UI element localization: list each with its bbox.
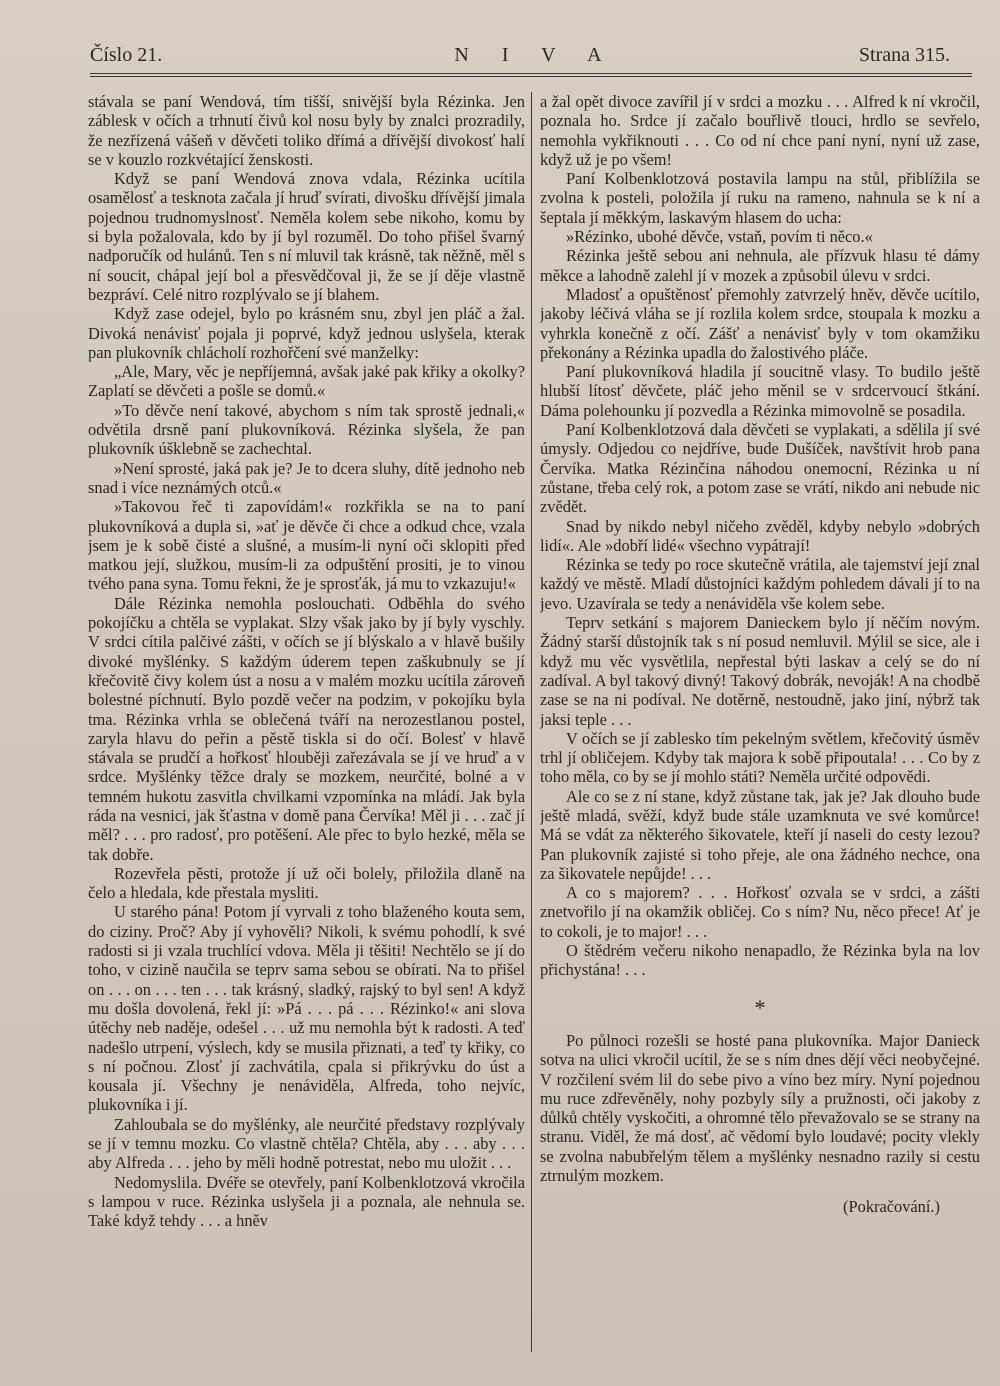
page-number: Strana 315. bbox=[858, 44, 950, 66]
paragraph: O štědrém večeru nikoho nenapadlo, že Rézinka byla na lov přichystána! . . . bbox=[540, 941, 980, 980]
paragraph: »To děvče není takové, abychom s ním tak sprostě jednali,« odvětila drsně paní plukovníková. Rézinka slyšela, že pan plukovník úšklebně se zachechtal. bbox=[88, 400, 525, 459]
paragraph: V očích se jí zablesko tím pekelným světlem, křečovitý úsměv trhl jí obličejem. Kdyby tak majora k sobě připoutala! . . . Co by z toho měla, co by se jí mohlo státi? Neměla určité odpovědi. bbox=[540, 728, 980, 787]
paragraph: Když se paní Wendová znova vdala, Rézinka ucítila osamělosť a tesknota začala jí hruď svírati, divošku dřívější jimala pojednou trudnomyslnosť. Neměla kolem sebe nikoho, komu by si byla požalovala, kdo by jí byl rozuměl. Do toho přišel švarný nadporučík od hulánů. Ten s ní mluvil tak krásně, tak něžně, měl s ní soucit, chápal její bol a přesvědčoval ji, že se jí děje vlastně bezpráví. Celé nitro rozplývalo se jí blahem. bbox=[88, 169, 525, 304]
paragraph: Snad by nikdo nebyl ničeho zvěděl, kdyby nebylo »dobrých lidí«. Ale »dobří lidé« všechno vypátrají! bbox=[540, 516, 980, 555]
paragraph: A co s majorem? . . . Hořkosť ozvala se v srdci, a zášti znetvořilo jí na okamžik obličej. Co s ním? Nu, něco přece! Ať je to cokoli, je to major! . . . bbox=[540, 883, 980, 941]
paragraph: a žal opět divoce zavířil jí v srdci a mozku . . . Alfred k ní vkročil, poznala ho. Srdce jí začalo bouřlivě tlouci, hrdlo se sevřelo, nemohla vykřiknouti . . . Co od ní chce paní nyní, nyní už zase, když už je po všem! bbox=[540, 92, 980, 169]
paragraph: U starého pána! Potom jí vyrvali z toho blaženého kouta sem, do ciziny. Proč? Aby jí vyhověli? Nikoli, k svému pohodlí, k své radosti si ji vzala truchlící vdova. Měla ji těšiti! Nechtělo se jí do toho, v cizině naučila se teprv sama sebou se obírati. Na to přišel on . . . on . . . ten . . . tak krásný, sladký, rajský to byl sen! A když mu došla dovolená, řekl jí: »Pá . . . pá . . . Rézinko!« ani slova útěchy neb naděje, odešel . . . už mu nemohla být k radosti. A teď nadešlo utrpení, výslech, kdy se musila přiznati, a teď ty křiky, co s ní počnou. Zlosť jí zachvátila, cpala si přikrývku do úst a kousala jí. Všechny je nenáviděla, Alfreda, toho nejvíc, plukovníka i jí. bbox=[88, 902, 525, 1115]
paragraph: Paní Kolbenklotzová dala děvčeti se vyplakati, a sdělila jí své úmysly. Odjedou co nejdříve, bude Dušíček, navštívit hrob pana Červíka. Matka Rézinčina náhodou onemocní, Rézinka u ní zůstane, třeba celý rok, a potom zase se vrátí, nikdo ani nebude nic zvědět. bbox=[540, 420, 980, 517]
paragraph: Když zase odejel, bylo po krásném snu, zbyl jen pláč a žal. Divoká nenávisť pojala ji poprvé, když jednou uslyšela, kterak pan plukovník chlácholí rozhořčení své manželky: bbox=[88, 304, 525, 362]
paragraph: »Rézinko, ubohé děvče, vstaň, povím ti něco.« bbox=[566, 227, 873, 247]
header-rule-thin bbox=[90, 76, 972, 77]
paragraph: »Není sprosté, jaká pak je? Je to dcera sluhy, dítě jednoho neb snad i více neznámých otců.« bbox=[88, 458, 525, 497]
journal-title: N I V A bbox=[454, 44, 616, 66]
section-separator: * bbox=[754, 994, 766, 1020]
paragraph: „Ale, Mary, věc je nepříjemná, avšak jaké pak křiky a okolky? Zaplatí se děvčeti a pošle se domů.« bbox=[88, 362, 525, 401]
paragraph: stávala se paní Wendová, tím tišší, snivější byla Rézinka. Jen záblesk v očích a trhnutí čivů kol nosu byly by znalci prozradily, že nezřízená vášeň v děvčeti toliko dřímá a dřívější divokosť halí se v kouzlo rozkvétající ženskosti. bbox=[88, 92, 525, 169]
paragraph: Rézinka ještě sebou ani nehnula, ale přízvuk hlasu té dámy měkce a lahodně zalehl jí v mozek a způsobil úlevu v srdci. bbox=[540, 246, 980, 285]
page-header bbox=[90, 44, 950, 74]
column-divider bbox=[531, 92, 532, 1352]
header-rule bbox=[90, 73, 972, 74]
paragraph: Dále Rézinka nemohla poslouchati. Odběhla do svého pokojíčku a chtěla se vyplakat. Slzy však jako by jí byly vyschly. V srdci cítila palčivé zášti, v očích se jí blýskalo a v hlavě bušily divoké myšlénky. S každým úderem tepen zaškubnuly se jí křečovitě čivy kolem úst a nosu a v malém mozku ucítila zároveň bolestné píchnutí. Bylo pozdě večer na podzim, v pokojíku byla tma. Rézinka vrhla se oblečená tváří na nerozestlanou postel, zaryla hlavu do peřin a pěstě tiskla si do očí. Bolesť v hlavě stávala se prudčí a hořkosť hlouběji zařezávala se jí ve hruď a v srdce. Myšlénky těžce draly se mozkem, neurčité, bolné a v temném hukotu zasvitla chvilkami vzpomínka na mládí. Jak byla ráda na vesnici, jak šťastna v domě pana Červíka! Měl ji . . . zač jí měl? . . . pro radosť, pro potěšení. Ale přec to bylo hezké, měla se tak dobře. bbox=[88, 593, 525, 864]
paragraph: Teprv setkání s majorem Danieckem bylo jí něčím novým. Žádný starší důstojník tak s ní posud nemluvil. Mýlil se sice, ale i když mu věc vysvětlila, nepřestal býti laskav a celý se do ní zadíval. A byl takový divný! Takový dobrák, nevoják! A na chodbě zase se na ni podíval. Ne dotěrně, nestoudně, jako jiní, nýbrž tak jaksi teple . . . bbox=[540, 613, 980, 729]
paragraph: Paní Kolbenklotzová postavila lampu na stůl, přiblížila se zvolna k posteli, položila jí ruku na rameno, nahnula se k ní a šeptala jí měkkým, laskavým hlasem do ucha: bbox=[540, 169, 980, 227]
paragraph: Ale co se z ní stane, když zůstane tak, jak je? Jak dlouho bude ještě mladá, svěží, když bude stále uzamknuta ve své komůrce! Má se vdát za některého šikovatele, kteří jí naseli do cesty lezou? Pan plukovník zajisté si toho přeje, ale ona žádného nechce, ona za šikovatele nepůjde! . . . bbox=[540, 786, 980, 883]
paragraph: Nedomyslila. Dvéře se otevřely, paní Kolbenklotzová vkročila s lampou v ruce. Rézinka uslyšela ji a poznala, ale nehnula se. Také když tehdy . . . a hněv bbox=[88, 1172, 525, 1231]
paragraph: Paní plukovníková hladila jí soucitně vlasy. To budilo ještě hlubší lítosť děvčete, pláč jeho měnil se v srdcervoucí štkání. Dáma polehounku jí pozvedla a Rézinka mimovolně se posadila. bbox=[540, 362, 980, 420]
paragraph: Po půlnoci rozešli se hosté pana plukovníka. Major Danieck sotva na ulici vkročil ucítil, že se s ním dnes dějí věci neobyčejné. V rozčilení svém lil do sebe pivo a víno bez míry. Nyní pojednou mu ruce zdřevěněly, nohy pozbyly síly a pružnosti, oči jakoby z důlků chtěly vyskočiti, a ohromné tělo převažovalo se se strany na stranu. Viděl, že má dosť, ač vědomí bylo loudavé; pocity vlekly se zvolna nabubřelým tělem a myšlénky nesnadno razily si cestu ztrnulým mozkem. bbox=[540, 1030, 980, 1186]
paragraph: Rozevřela pěsti, protože jí už oči bolely, přiložila dlaně na čelo a hledala, kde přestala mysliti. bbox=[88, 863, 525, 903]
paragraph: Zahloubala se do myšlénky, ale neurčité představy rozplývaly se jí v temnu mozku. Co vlastně chtěla? Chtěla, aby . . . aby . . . aby Alfreda . . . jeho by měli hodně potrestat, nebo mu uložit . . . bbox=[88, 1114, 525, 1173]
paragraph: »Takovou řeč ti zapovídám!« rozkřikla se na to paní plukovníková a dupla si, »ať je děvče či chce a odkud chce, vzala jsem je k sobě čisté a slušné, a musím-li nyní oči sklopiti před matkou její, služkou, musím-li za odpuštění prositi, je to vinou tvého pana syna. Tomu řekni, že je sprosťák, já mu to vzkazuju!« bbox=[88, 497, 525, 594]
right-column bbox=[540, 92, 980, 1354]
continuation-note: (Pokračování.) bbox=[843, 1197, 940, 1217]
paragraph: Mladosť a opuštěnosť přemohly zatvrzelý hněv, děvče ucítilo, jakoby léčivá vláha se jí rozlila kolem srdce, stoupala k mozku a vyhrkla konečně z očí. Zášť a nenávisť byly v tom okamžiku překonány a Rézinka upadla do žalostivého pláče. bbox=[540, 284, 980, 362]
issue-number: Číslo 21. bbox=[90, 44, 163, 66]
left-column bbox=[88, 92, 525, 1354]
paragraph: Rézinka se tedy po roce skutečně vrátila, ale tajemství její znal každý ve městě. Mladí důstojníci každým pohledem dávali jí to na jevo. Uzavírala se tedy a nenáviděla vše kolem sebe. bbox=[540, 555, 980, 613]
